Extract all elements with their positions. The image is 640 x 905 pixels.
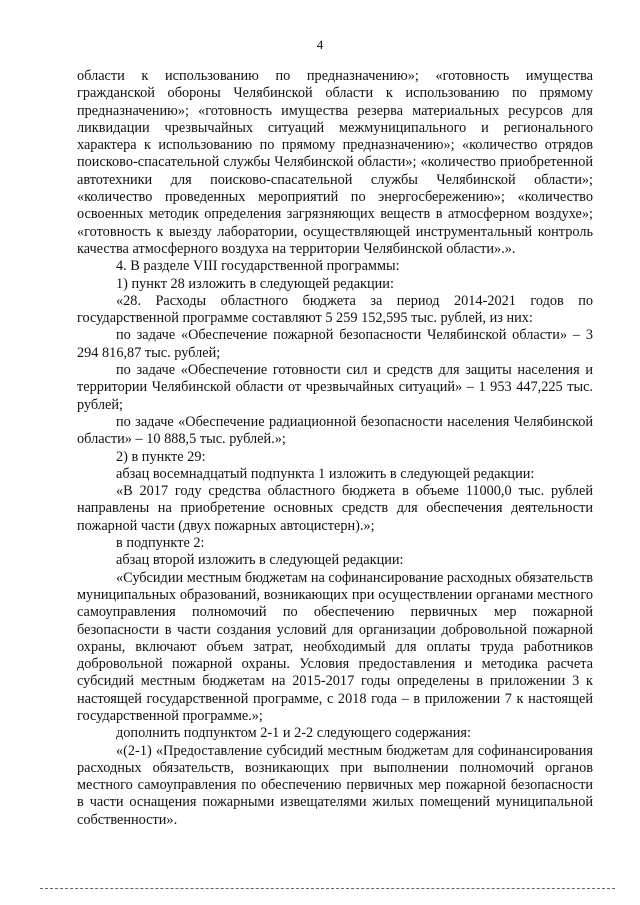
paragraph-7: по задаче «Обеспечение радиационной безопасности населения Челябинской области» – 10 888,5 тыс. рублей.»; [77,413,593,448]
paragraph-11: в подпункте 2: [116,535,205,552]
paragraph-1: области к использованию по предназначению»; «готовность имущества гражданской обороны Челябинской области к использованию по прямому предназначению»; «готовность имущества резерва материальных ресурсов для ликвидации чрезвычайных ситуаций межмуниципального и регионального характера к использованию по прямому предназначению»; «количество отрядов поисково-спасательной службы Челябинской области»; «количество приобретенной автотехники для поисково-спасательной службы Челябинской области»; «количество проведенных мероприятий по энергосбережению»; «количество освоенных методик определения загрязняющих веществ в атмосферном воздухе»; «готовность к выезду лаборатории, осуществляющей инструментальный контроль качества атмосферного воздуха на территории Челябинской области».». [77,68,593,257]
paragraph-8: 2) в пункте 29: [116,448,206,465]
paragraph-13: «Субсидии местным бюджетам на софинансирование расходных обязательств муниципальных образований, возникающих при осуществлении органами местного самоуправления полномочий по обеспечению первичных мер пожарной безопасности в части создания условий для организации добровольной пожарной охраны, включают объем затрат, необходимый для оплаты труда работников добровольной пожарной охраны. Условия предоставления и методика расчета субсидий местным бюджетам на 2015-2017 годы определены в приложении 3 к настоящей государственной программе, с 2018 года – в приложении 7 к настоящей государственной программе.»; [77,569,594,724]
page-number: 4 [316,37,324,52]
paragraph-4: «28. Расходы областного бюджета за период 2014-2021 годов по государственной программе составляют 5 259 152,595 тыс. рублей, из них: [77,292,593,327]
paragraph-10: «В 2017 году средства областного бюджета в объеме 11000,0 тыс. рублей направлены на приобретение основных средств для обеспечения деятельности пожарной части (двух пожарных автоцистерн).»; [77,483,593,534]
paragraph-9: абзац восемнадцатый подпункта 1 изложить в следующей редакции: [116,465,535,482]
paragraph-14: дополнить подпунктом 2-1 и 2-2 следующего содержания: [116,725,471,742]
paragraph-5: по задаче «Обеспечение пожарной безопасности Челябинской области» – 3 294 816,87 тыс. рублей; [77,327,593,361]
paragraph-3: 1) пункт 28 изложить в следующей редакции: [116,275,394,292]
paragraph-6: по задаче «Обеспечение готовности сил и средств для защиты населения и территории Челябинской области от чрезвычайных ситуаций» – 1 953 447,225 тыс. рублей; [77,362,593,413]
document-body [77,68,593,829]
paragraph-15: «(2-1) «Предоставление субсидий местным бюджетам для софинансирования расходных обязательств, возникающих при выполнении полномочий органов местного самоуправления по обеспечению первичных мер пожарной безопасности в части оснащения пожарными извещателями жилых помещений муниципальной собственности». [77,742,593,828]
paragraph-2: 4. В разделе VIII государственной программы: [116,258,400,275]
scan-edge-line [40,888,615,889]
paragraph-12: абзац второй изложить в следующей редакции: [116,552,404,569]
